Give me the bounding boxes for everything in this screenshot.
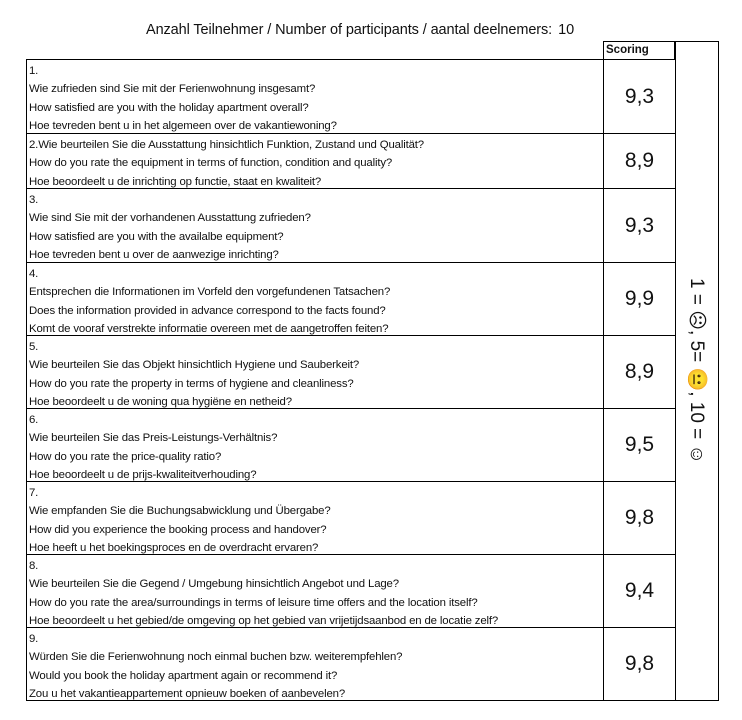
- question-row: [26, 59, 676, 133]
- score-value: 8,9: [624, 360, 655, 383]
- question-dutch: Hoe beoordeelt u de prijs-kwaliteitverhouding?: [29, 468, 257, 481]
- question-row: [26, 481, 676, 554]
- question-number: 4.: [29, 268, 39, 280]
- participants-header: [146, 22, 574, 38]
- question-english: How do you rate the property in terms of hygiene and cleanliness?: [29, 377, 354, 390]
- question-german: Wie zufrieden sind Sie mit der Ferienwohnung insgesamt?: [29, 83, 316, 96]
- question-german: Wie beurteilen Sie das Objekt hinsichtlich Hygiene und Sauberkeit?: [29, 359, 360, 372]
- rating-scale-legend: [675, 41, 719, 701]
- question-number: 8.: [29, 560, 39, 572]
- question-row: [26, 627, 676, 701]
- question-dutch: Zou u het vakantieappartement opnieuw boeken of aanbevelen?: [29, 687, 346, 700]
- score-value: 9,8: [624, 652, 655, 675]
- question-row: [26, 554, 676, 627]
- question-number: 3.: [29, 194, 39, 206]
- question-number: 6.: [29, 414, 39, 426]
- question-german: Entsprechen die Informationen im Vorfeld den vorgefundenen Tatsachen?: [29, 286, 391, 299]
- question-english: How do you rate the equipment in terms of function, condition and quality?: [29, 157, 393, 170]
- question-english: How did you experience the booking process and handover?: [29, 523, 327, 536]
- question-dutch: Hoe tevreden bent u in het algemeen over de vakantiewoning?: [29, 119, 337, 132]
- question-german: Wie beurteilen Sie die Gegend / Umgebung hinsichtlich Angebot und Lage?: [29, 578, 399, 591]
- question-text: [27, 263, 604, 335]
- question-number: 1.: [29, 65, 39, 77]
- question-dutch: Komt de vooraf verstrekte informatie overeen met de aangetroffen feiten?: [29, 322, 389, 335]
- question-number: 9.: [29, 633, 39, 645]
- question-number: 2.: [29, 139, 39, 151]
- question-text: [27, 628, 604, 700]
- question-english: How do you rate the area/surroundings in terms of leisure time offers and the location itself?: [29, 596, 478, 609]
- question-english: How satisfied are you with the availalbe equipment?: [29, 230, 284, 243]
- question-text: [27, 555, 604, 627]
- question-number: 5.: [29, 341, 39, 353]
- question-text: [27, 336, 604, 408]
- question-dutch: Hoe beoordeelt u de inrichting op functie, staat en kwaliteit?: [29, 175, 322, 188]
- question-text: [27, 60, 604, 133]
- question-text: [27, 189, 604, 262]
- score-value: 9,3: [624, 213, 655, 237]
- question-german: Wie beurteilen Sie das Preis-Leistungs-Verhältnis?: [29, 432, 278, 445]
- question-number: 7.: [29, 487, 39, 499]
- question-row: [26, 133, 676, 188]
- question-german: Wie empfanden Sie die Buchungsabwicklung und Übergabe?: [29, 505, 331, 518]
- question-dutch: Hoe beoordeelt u het gebied/de omgeving op het gebied van vrijetijdsaanbod en de locatie zelf?: [29, 614, 499, 627]
- question-english: How do you rate the price-quality ratio?: [29, 450, 222, 463]
- question-german-line: [29, 136, 603, 154]
- participants-label: Anzahl Teilnehmer / Number of participants / aantal deelnemers:: [146, 22, 553, 38]
- scoring-column-header: Scoring: [603, 41, 675, 59]
- question-german: Wie beurteilen Sie die Ausstattung hinsichtlich Funktion, Zustand und Qualität?: [38, 139, 424, 151]
- question-english: Would you book the holiday apartment again or recommend it?: [29, 669, 338, 682]
- score-value: 9,9: [624, 287, 655, 310]
- score-value: 9,5: [624, 433, 655, 456]
- rating-scale-text: 1 = ☹, 5= 😐, 10 = ☺: [686, 278, 707, 464]
- participants-count: 10: [558, 22, 575, 38]
- question-dutch: Hoe beoordeelt u de woning qua hygiëne en netheid?: [29, 395, 292, 408]
- question-row: [26, 262, 676, 335]
- question-row: [26, 188, 676, 262]
- question-text: [27, 409, 604, 481]
- question-english: How satisfied are you with the holiday apartment overall?: [29, 101, 309, 114]
- question-german: Wie sind Sie mit der vorhandenen Ausstattung zufrieden?: [29, 212, 311, 225]
- question-row: [26, 335, 676, 408]
- question-dutch: Hoe heeft u het boekingsproces en de overdracht ervaren?: [29, 541, 319, 554]
- question-text: [27, 482, 604, 554]
- question-dutch: Hoe tevreden bent u over de aanwezige inrichting?: [29, 248, 279, 261]
- score-value: 9,3: [624, 84, 655, 108]
- score-value: 8,9: [624, 149, 655, 172]
- question-german: Würden Sie die Ferienwohnung noch einmal buchen bzw. weiterempfehlen?: [29, 651, 403, 664]
- question-english: Does the information provided in advance correspond to the facts found?: [29, 304, 386, 317]
- question-row: [26, 408, 676, 481]
- score-value: 9,8: [624, 506, 655, 529]
- score-value: 9,4: [624, 579, 655, 602]
- question-text: [27, 134, 604, 188]
